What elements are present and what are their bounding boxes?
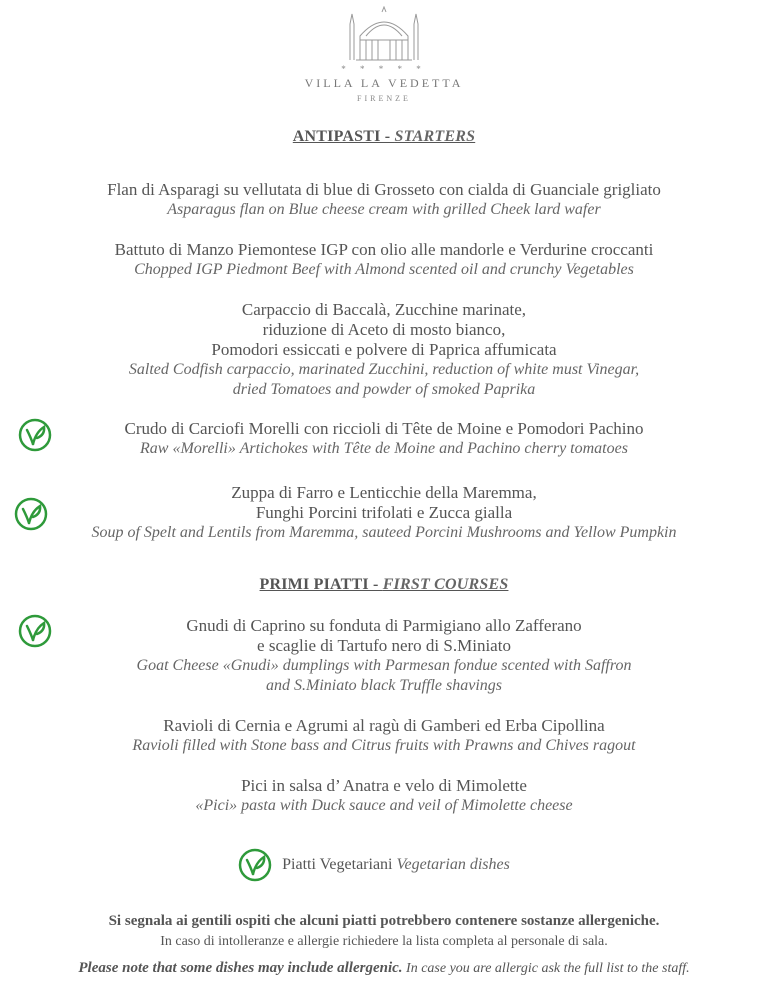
dish-name-en: and S.Miniato black Truffle shavings [266,677,502,694]
dish-name-en: Asparagus flan on Blue cheese cream with grilled Cheek lard wafer [167,201,601,218]
dish-name-en: Raw «Morelli» Artichokes with Tête de Moine and Pachino cherry tomatoes [140,440,628,457]
allergen-note-en [0,960,768,977]
legend-it: Piatti Vegetariani [282,856,393,873]
dish-name-en: Soup of Spelt and Lentils from Maremma, sauteed Porcini Mushrooms and Yellow Pumpkin [91,524,677,541]
vegetarian-icon [238,848,272,882]
dish-item [0,240,768,280]
dish-name-it: Carpaccio di Baccalà, Zucchine marinate, [241,300,527,319]
dish-name-en: Ravioli filled with Stone bass and Citrus fruits with Prawns and Chives ragout [132,737,636,754]
dish-name-it: Pomodori essiccati e polvere di Paprica affumicata [211,340,557,359]
dish-item [0,300,768,400]
logo-city: FIRENZE [357,94,411,103]
dish-item [0,419,768,459]
allergen-note-en-italic: In case you are allergic ask the full list to the staff. [402,961,690,976]
heading-en: FIRST COURSES [382,576,509,593]
dish-name-it: Zuppa di Farro e Lenticchie della Maremma, [231,483,537,502]
legend-en: Vegetarian dishes [396,856,510,873]
dish-name-it: Gnudi di Caprino su fonduta di Parmigiano allo Zafferano [186,616,582,635]
villa-dome-logo [344,6,424,62]
logo-stars: * * * * * [341,64,427,74]
allergen-note-en-bold: Please note that some dishes may include allergenic. [78,960,403,976]
vegetarian-legend [0,848,768,882]
heading-en: STARTERS [394,128,476,145]
dish-name-en: Goat Cheese «Gnudi» dumplings with Parmesan fondue scented with Saffron [136,657,632,674]
dish-item [0,616,768,696]
dish-name-it: riduzione di Aceto di mosto bianco, [262,320,506,339]
allergen-note-it-2: In caso di intolleranze e allergie richiedere la lista completa al personale di sala. [160,934,608,949]
dish-item [0,483,768,543]
dish-item [0,180,768,220]
allergen-note-it: Si segnala ai gentili ospiti che alcuni piatti potrebbero contenere sostanze allergeniche. [108,913,660,929]
dish-name-it: Funghi Porcini trifolati e Zucca gialla [255,503,513,522]
dish-name-it: Pici in salsa d’ Anatra e velo di Mimolette [241,776,527,795]
dish-name-en: «Pici» pasta with Duck sauce and veil of Mimolette cheese [195,797,573,814]
dish-item [0,776,768,816]
dish-name-it: Ravioli di Cernia e Agrumi al ragù di Gamberi ed Erba Cipollina [163,716,605,735]
heading-it: PRIMI PIATTI - [259,576,383,593]
header-logo [0,6,768,103]
dish-name-it: e scaglie di Tartufo nero di S.Miniato [257,636,511,655]
section-heading-starters [0,128,768,146]
dish-item [0,716,768,756]
dish-name-it: Crudo di Carciofi Morelli con riccioli di Tête de Moine e Pomodori Pachino [124,419,644,438]
logo-brand: VILLA LA VEDETTA [304,76,464,90]
legend-text [282,856,510,874]
section-heading-first-courses [0,576,768,594]
heading-it: ANTIPASTI - [292,128,395,145]
dish-name-en: dried Tomatoes and powder of smoked Paprika [232,381,536,398]
dish-name-en: Salted Codfish carpaccio, marinated Zucchini, reduction of white must Vinegar, [128,361,640,378]
dish-name-it: Battuto di Manzo Piemontese IGP con olio alle mandorle e Verdurine croccanti [114,240,654,259]
dish-name-it: Flan di Asparagi su vellutata di blue di Grosseto con cialda di Guanciale grigliato [107,180,661,199]
dish-name-en: Chopped IGP Piedmont Beef with Almond scented oil and crunchy Vegetables [134,261,634,278]
